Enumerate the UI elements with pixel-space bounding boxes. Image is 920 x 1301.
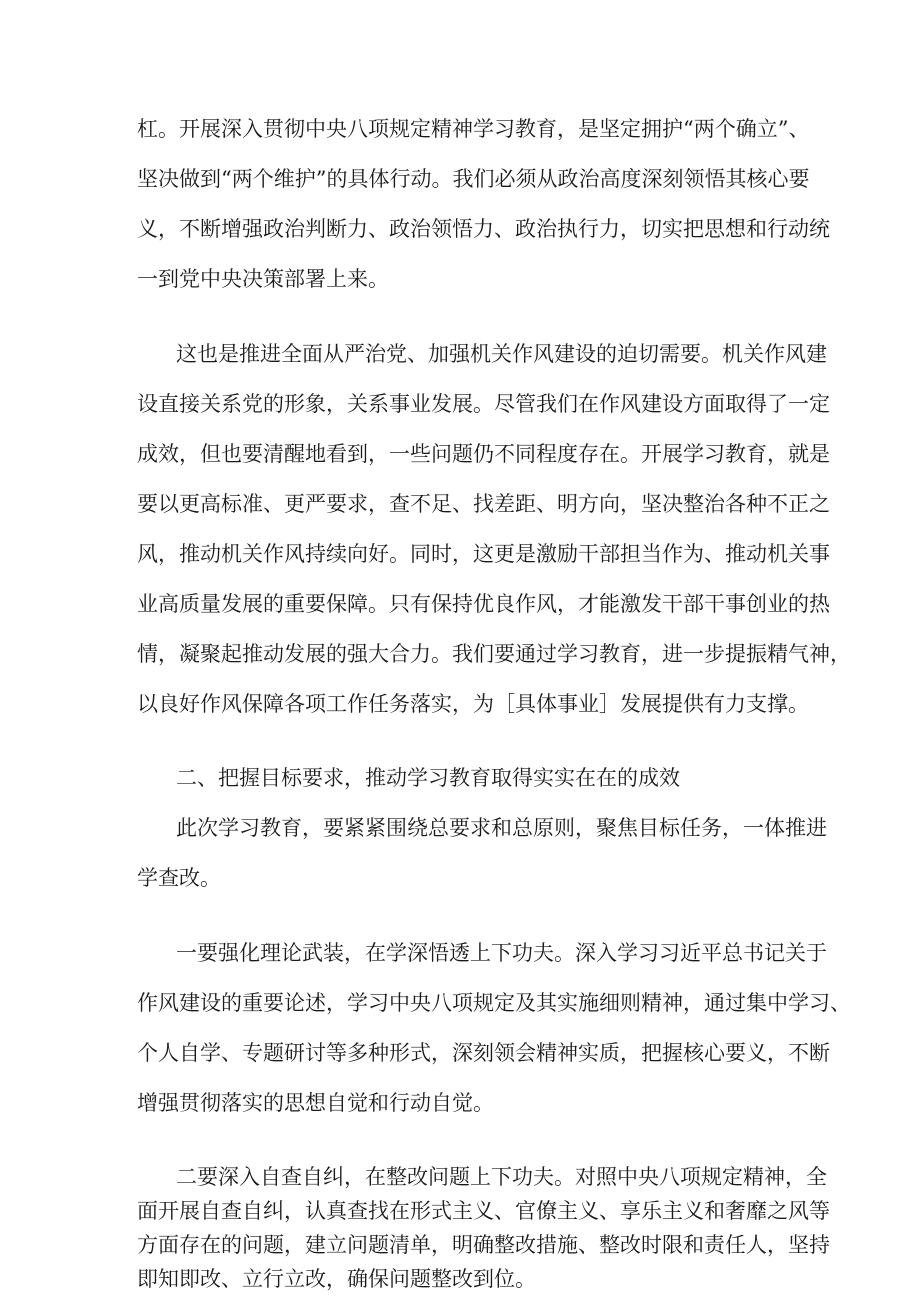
text-line: 个人自学、专题研讨等多种形式，深刻领会精神实质，把握核心要义，不断 <box>137 1041 830 1065</box>
text-line: 风，推动机关作风持续向好。同时，这更是激励干部担当作为、推动机关事 <box>137 542 830 566</box>
section-heading: 二、把握目标要求，推动学习教育取得实实在在的成效 <box>176 766 680 790</box>
text-line: 要以更高标准、更严要求，查不足、找差距、明方向，坚决整治各种不正之 <box>137 492 830 516</box>
text-line: 方面存在的问题，建立问题清单，明确整改措施、整改时限和责任人，坚持 <box>137 1233 830 1257</box>
text-line: 增强贯彻落实的思想自觉和行动自觉。 <box>137 1091 494 1115</box>
text-line: 此次学习教育，要紧紧围绕总要求和总原则，聚焦目标任务，一体推进 <box>176 816 827 840</box>
text-line: 二要深入自查自纠，在整改问题上下功夫。对照中央八项规定精神，全 <box>176 1165 827 1189</box>
text-line: 成效，但也要清醒地看到，一些问题仍不同程度存在。开展学习教育，就是 <box>137 442 830 466</box>
text-line: 以良好作风保障各项工作任务落实，为［具体事业］发展提供有力支撑。 <box>137 692 809 716</box>
text-line: 学查改。 <box>137 866 221 890</box>
text-line: 情，凝聚起推动发展的强大合力。我们要通过学习教育，进一步提振精气神， <box>137 642 851 666</box>
text-line: 坚决做到“两个维护”的具体行动。我们必须从政治高度深刻领悟其核心要 <box>137 167 810 191</box>
text-line: 这也是推进全面从严治党、加强机关作风建设的迫切需要。机关作风建 <box>176 342 827 366</box>
text-line: 义，不断增强政治判断力、政治领悟力、政治执行力，切实把思想和行动统 <box>137 217 830 241</box>
text-line: 一到党中央决策部署上来。 <box>137 267 389 291</box>
text-line: 一要强化理论武装，在学深悟透上下功夫。深入学习习近平总书记关于 <box>176 941 827 965</box>
text-line: 杠。开展深入贯彻中央八项规定精神学习教育，是坚定拥护“两个确立”、 <box>137 117 810 141</box>
text-line: 即知即改、立行立改，确保问题整改到位。 <box>137 1267 536 1291</box>
text-line: 设直接关系党的形象，关系事业发展。尽管我们在作风建设方面取得了一定 <box>137 392 830 416</box>
text-line: 面开展自查自纠，认真查找在形式主义、官僚主义、享乐主义和奢靡之风等 <box>137 1199 830 1223</box>
text-line: 业高质量发展的重要保障。只有保持优良作风，才能激发干部干事创业的热 <box>137 592 830 616</box>
text-line: 作风建设的重要论述，学习中央八项规定及其实施细则精神，通过集中学习、 <box>137 991 851 1015</box>
